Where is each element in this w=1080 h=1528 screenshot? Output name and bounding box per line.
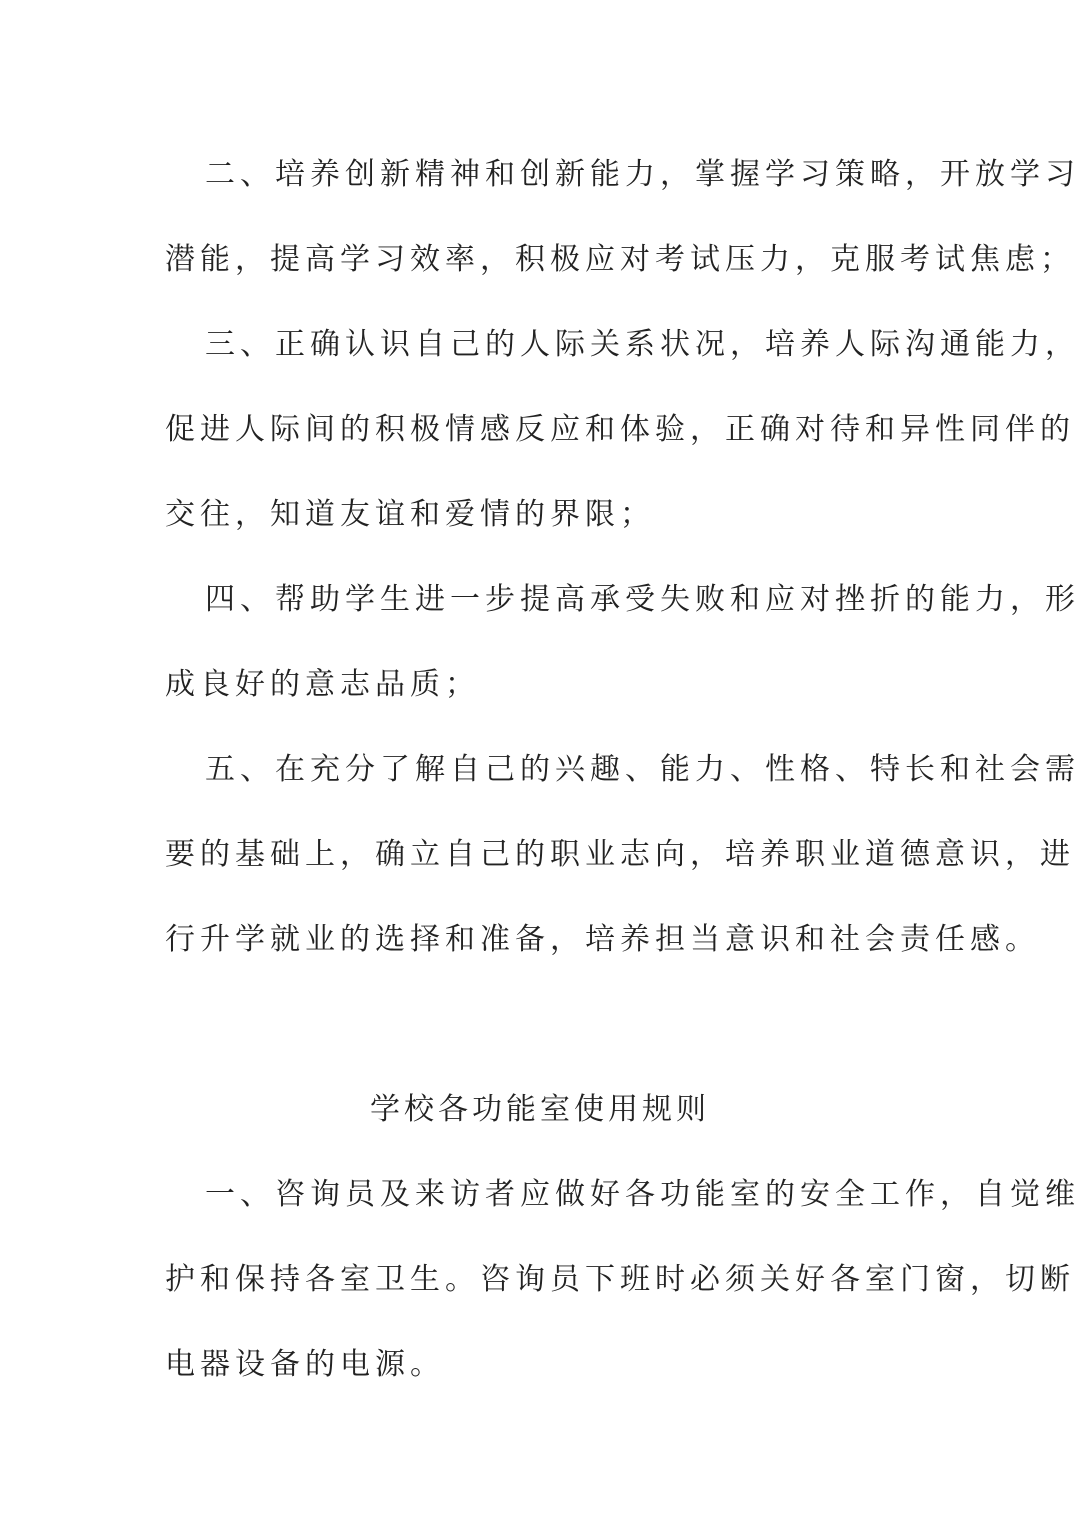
paragraph-line: 五、在充分了解自己的兴趣、能力、性格、特长和社会需 (205, 752, 1080, 787)
paragraph-line: 二、培养创新精神和创新能力，掌握学习策略，开放学习 (205, 157, 1080, 192)
paragraph-line: 成良好的意志品质； (165, 667, 480, 702)
section-title: 学校各功能室使用规则 (370, 1092, 710, 1127)
paragraph-line: 要的基础上，确立自己的职业志向，培养职业道德意识，进 (165, 837, 1075, 872)
paragraph-line: 电器设备的电源。 (165, 1347, 445, 1382)
paragraph-line: 护和保持各室卫生。咨询员下班时必须关好各室门窗，切断 (165, 1262, 1075, 1297)
paragraph-line: 交往，知道友谊和爱情的界限； (165, 497, 655, 532)
paragraph-line: 潜能，提高学习效率，积极应对考试压力，克服考试焦虑； (165, 242, 1075, 277)
paragraph-line: 四、帮助学生进一步提高承受失败和应对挫折的能力，形 (205, 582, 1080, 617)
paragraph-line: 行升学就业的选择和准备，培养担当意识和社会责任感。 (165, 922, 1040, 957)
paragraph-line: 三、正确认识自己的人际关系状况，培养人际沟通能力， (205, 327, 1080, 362)
paragraph-line: 促进人际间的积极情感反应和体验，正确对待和异性同伴的 (165, 412, 1075, 447)
paragraph-line: 一、咨询员及来访者应做好各功能室的安全工作，自觉维 (205, 1177, 1080, 1212)
